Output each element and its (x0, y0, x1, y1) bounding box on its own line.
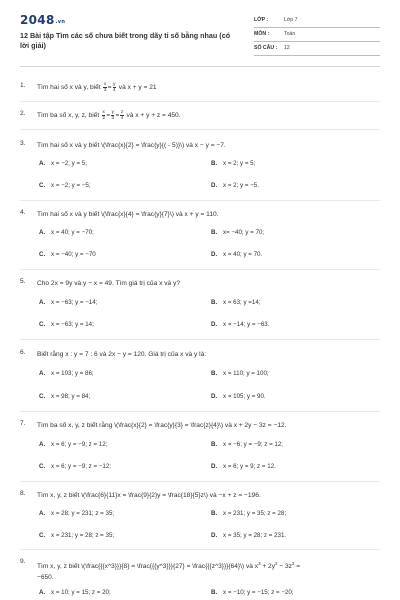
answer-option-c[interactable] (39, 532, 114, 539)
option-text: x = −40; y = −70 (51, 251, 96, 258)
option-letter: B. (211, 229, 218, 236)
option-letter: A. (39, 299, 46, 306)
meta-value: Lớp 7 (284, 17, 298, 23)
option-text: x = −63; y = −14; (51, 299, 98, 306)
answer-option-c[interactable] (39, 251, 96, 258)
numerator: y (113, 81, 116, 86)
option-letter: B. (211, 370, 218, 377)
option-letter: D. (211, 182, 218, 189)
numerator: x (102, 109, 105, 114)
denominator: 3 (103, 86, 107, 92)
option-letter: A. (39, 160, 46, 167)
option-letter: C. (39, 182, 46, 189)
answer-option-a[interactable] (39, 229, 94, 236)
answer-option-a[interactable] (39, 370, 94, 377)
fraction (111, 110, 114, 121)
question-condition: và x + y + z = 450. (126, 112, 181, 120)
question-text: Cho 2x = 9y và y − x = 49. Tìm giá trị của x và y? (37, 280, 180, 287)
fraction (103, 82, 106, 93)
option-letter: C. (39, 393, 46, 400)
option-text: x = 98; y = 84; (51, 393, 91, 400)
option-text: x = 40; y = −70; (51, 229, 94, 236)
answer-option-c[interactable] (39, 321, 94, 328)
option-letter: C. (39, 463, 46, 470)
question-divider (20, 129, 380, 130)
option-text: x = 103; y = 86; (51, 370, 94, 377)
question-term: = (296, 563, 301, 571)
option-letter: B. (211, 299, 218, 306)
answer-option-d[interactable] (211, 321, 269, 328)
logo-domain: .vn (55, 19, 66, 25)
question-divider (20, 200, 380, 201)
denominator: 3 (111, 114, 115, 120)
question-text: Tìm hai số x và y biết \(\frac{x}{4} = \frac{y}{7}\) và x + y = 110. (37, 211, 219, 218)
option-text: x = −14; y = −63. (223, 321, 270, 328)
denominator: 4 (120, 114, 124, 120)
option-letter: B. (211, 441, 218, 448)
option-letter: C. (39, 251, 46, 258)
answer-option-d[interactable] (211, 393, 266, 400)
question-number: 3. (20, 140, 26, 147)
denominator: 4 (113, 86, 116, 92)
option-text: x = 10; y = 15; z = 20; (51, 589, 111, 596)
fraction (102, 110, 105, 121)
answer-option-b[interactable] (211, 441, 283, 448)
numerator: z (120, 109, 124, 114)
question-number: 5. (20, 278, 26, 285)
numerator: x (103, 81, 107, 86)
option-letter: D. (211, 463, 218, 470)
answer-option-c[interactable] (39, 182, 91, 189)
option-text: x = −63; y = 14; (51, 321, 94, 328)
question-term: + 2y (262, 563, 276, 571)
option-text: x= −40; y = 70; (223, 229, 265, 236)
option-text: x = 40; y = 70. (223, 251, 263, 258)
question-number: 6. (20, 349, 26, 356)
answer-option-b[interactable] (211, 510, 286, 517)
answer-option-a[interactable] (39, 160, 87, 167)
fraction (120, 110, 123, 121)
meta-value: Toán (284, 31, 296, 37)
exponent: 3 (258, 561, 261, 566)
option-text: x = −10; y = −15; z = −20; (223, 589, 294, 596)
option-letter: A. (39, 589, 46, 596)
option-text: x = 6; y = 9; z = 12. (223, 463, 276, 470)
meta-value: 12 (284, 45, 290, 51)
option-letter: B. (211, 510, 218, 517)
question-stem: Tìm x, y, z biết \(\frac{{{x^3}}}{8} = \frac{{{y^3}}}{27} = \frac{{{z^3}}}{64}\) và x (37, 563, 259, 571)
option-letter: D. (211, 393, 218, 400)
answer-option-c[interactable] (39, 393, 90, 400)
document-title: 12 Bài tập Tìm các số chưa biết trong dãy tỉ số bằng nhau (có lời giải) (20, 31, 231, 50)
answer-option-b[interactable] (211, 589, 294, 596)
answer-option-b[interactable] (211, 370, 269, 377)
exponent: 2 (275, 561, 278, 566)
option-text: x = −2; y = −5; (51, 182, 91, 189)
question-text: Tìm ba số x, y, z, biết $\frac{x}{2}$ = $\frac{y}{3}$ = $\frac{z}{4}$ và x + y + z = 450. (37, 109, 181, 120)
question-text: Biết rằng x : y = 7 : 6 và 2x − y = 120. Giá trị của x và y là: (37, 351, 207, 358)
question-number: 7. (20, 420, 26, 427)
question-number: 8. (20, 490, 26, 497)
question-divider (20, 411, 380, 412)
logo-main: 2048 (20, 13, 55, 27)
option-text: x = 231; y = 28; z = 35; (51, 532, 115, 539)
question-number: 2. (20, 110, 26, 117)
question-text: Tìm ba số x, y, z biết rằng \(\frac{x}{2} = \frac{y}{3} = \frac{z}{4}\) và x + 2y − 3z = −12. (37, 422, 287, 429)
option-letter: D. (211, 321, 218, 328)
question-divider (20, 549, 380, 550)
option-text: x = 105; y = 90. (223, 393, 266, 400)
answer-option-b[interactable] (211, 160, 255, 167)
option-letter: A. (39, 510, 46, 517)
option-letter: C. (39, 321, 46, 328)
answer-option-a[interactable] (39, 441, 107, 448)
option-letter: B. (211, 160, 218, 167)
question-term: − 3z (279, 563, 292, 571)
answer-option-b[interactable] (211, 229, 264, 236)
question-stem: Tìm ba số x, y, z, biết (37, 112, 100, 120)
question-term: −650. (37, 574, 54, 582)
question-condition: và x + y = 21 (118, 84, 157, 92)
question-text (37, 558, 382, 583)
option-text: x = 35; y = 28; z = 231. (223, 532, 287, 539)
answer-option-a[interactable] (39, 589, 111, 596)
option-text: x = 63; y =14; (223, 299, 261, 306)
answer-option-c[interactable] (39, 463, 111, 470)
option-letter: C. (39, 532, 46, 539)
answer-option-d[interactable] (211, 182, 259, 189)
answer-option-d[interactable] (211, 251, 262, 258)
option-letter: A. (39, 370, 46, 377)
question-number: 9. (20, 558, 26, 565)
option-text: x = 231; y = 35; z = 28; (223, 510, 287, 517)
option-letter: D. (211, 251, 218, 258)
question-divider (20, 269, 380, 270)
question-divider (20, 481, 380, 482)
answer-option-d[interactable] (211, 463, 276, 470)
option-text: x = 6; y = −9; z = −12; (51, 463, 112, 470)
question-text: Tìm hai số x và y biết \(\frac{x}{2} = \frac{y}{( - 5)}\) và x − y = −7. (37, 142, 226, 149)
answer-option-a[interactable] (39, 299, 97, 306)
option-letter: A. (39, 441, 46, 448)
option-letter: B. (211, 589, 218, 596)
answer-option-d[interactable] (211, 532, 286, 539)
question-divider (20, 101, 380, 102)
question-number: 1. (20, 82, 26, 89)
option-text: x = 2; y = −5. (223, 182, 259, 189)
question-stem: Tìm hai số x và y, biết (37, 84, 101, 92)
option-text: x = 6; y = −9; z = 12; (51, 441, 108, 448)
option-text: x = −2; y = 5; (51, 160, 87, 167)
option-letter: D. (211, 532, 218, 539)
question-text: Tìm x, y, z biết \(\frac{6}{11}x = \frac{9}{2}y = \frac{18}{5}z\) và −x + z = −196. (37, 492, 261, 499)
question-text: Tìm hai số x và y, biết $\frac{x}{3}$ = $\frac{y}{4}$ và x + y = 21 (37, 81, 157, 92)
option-text: x = 110; y = 100; (223, 370, 269, 377)
option-letter: A. (39, 229, 46, 236)
meta-label: MÔN : (254, 31, 270, 37)
question-number: 4. (20, 209, 26, 216)
answer-option-a[interactable] (39, 510, 114, 517)
question-divider (20, 339, 380, 340)
fraction (113, 82, 116, 93)
numerator: y (111, 109, 114, 114)
meta-label: SỐ CÂU : (254, 45, 278, 51)
option-text: x = 2; y = 5; (223, 160, 256, 167)
denominator: 2 (102, 114, 105, 120)
exponent: 2 (291, 561, 295, 566)
answer-option-b[interactable] (211, 299, 261, 306)
meta-label: LỚP : (254, 17, 269, 23)
option-text: x = 28; y = 231; z = 35; (51, 510, 115, 517)
option-text: x = −6; y = −9; z = 12; (223, 441, 284, 448)
